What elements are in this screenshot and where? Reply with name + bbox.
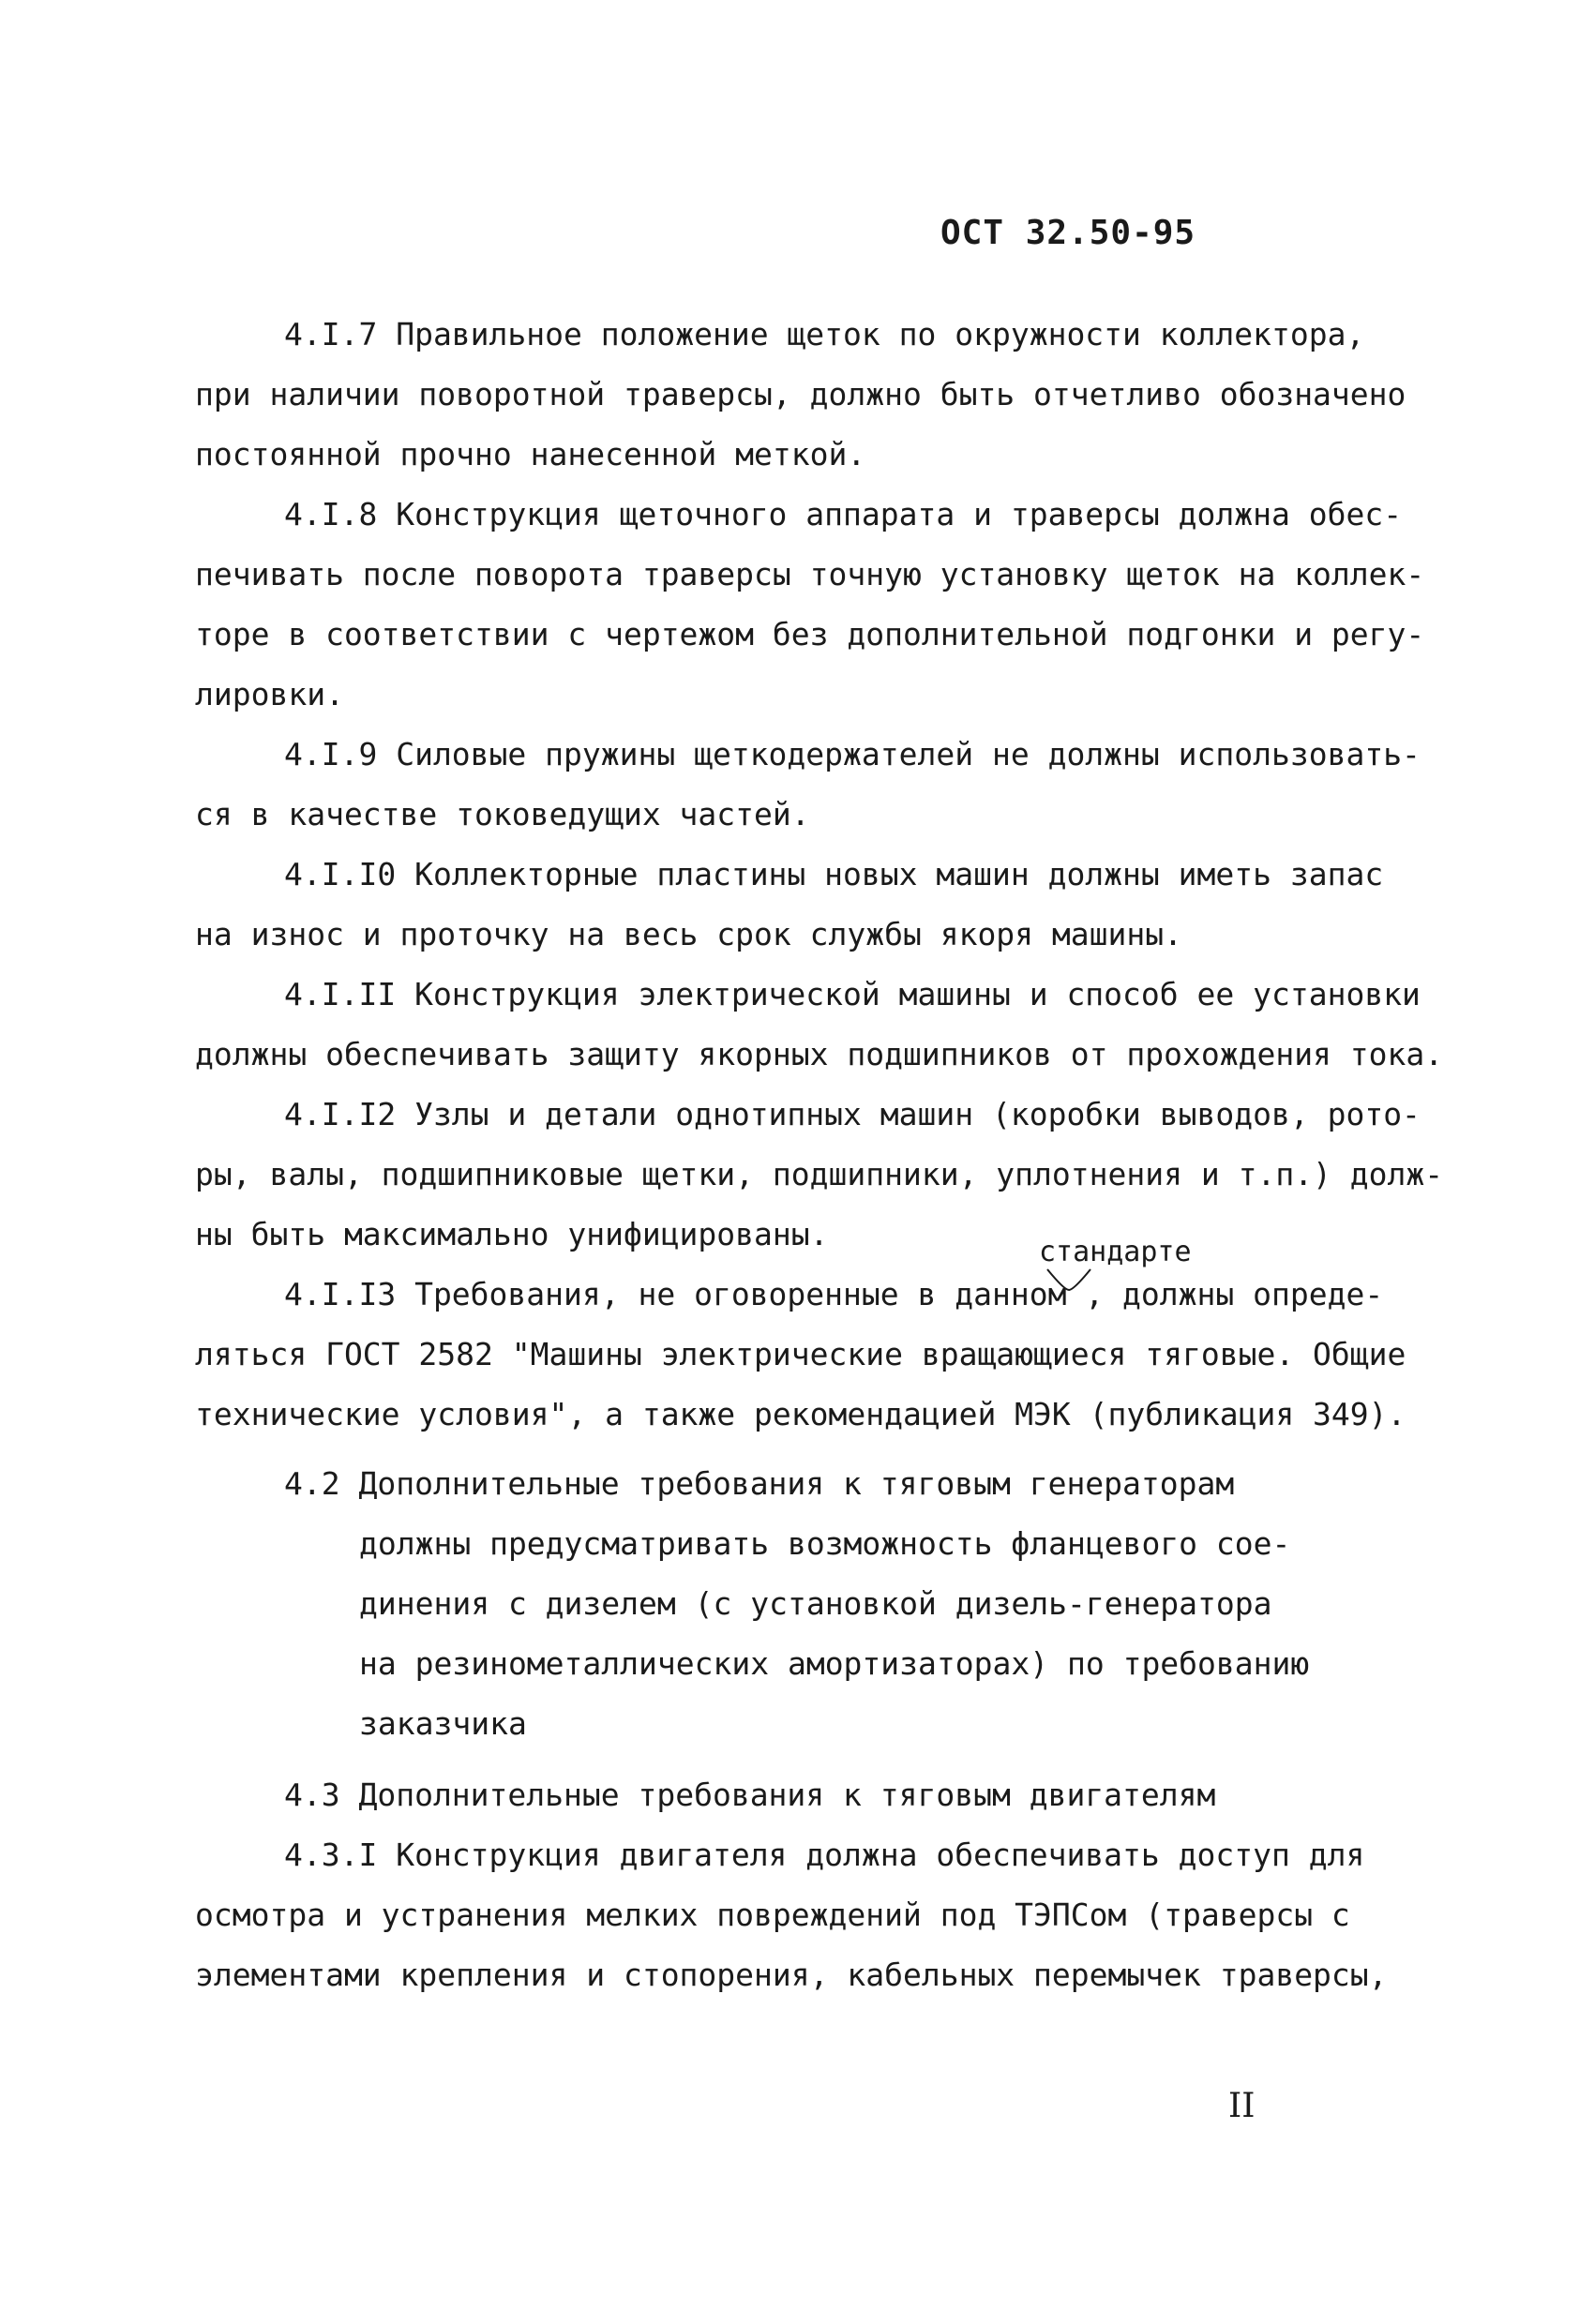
text-line: торе в соответствии с чертежом без дополнительной подгонки и регу- [195, 616, 1425, 652]
text-line: ры, валы, подшипниковые щетки, подшипники, уплотнения и т.п.) долж- [195, 1156, 1444, 1192]
text-line: при наличии поворотной траверсы, должно быть отчетливо обозначено [195, 376, 1406, 412]
text-line: печивать после поворота траверсы точную установку щеток на коллек- [195, 556, 1425, 592]
text-line: 4.I.I2 Узлы и детали однотипных машин (коробки выводов, рото- [284, 1096, 1421, 1132]
text-line: на износ и проточку на весь срок службы якоря машины. [195, 916, 1182, 952]
text-line: 4.I.8 Конструкция щеточного аппарата и траверсы должна обес- [284, 496, 1403, 532]
document-code: ОСТ 32.50-95 [940, 214, 1196, 252]
text-line: 4.I.7 Правильное положение щеток по окружности коллектора, [284, 316, 1365, 352]
text-line: должны обеспечивать защиту якорных подшипников от прохождения тока. [195, 1036, 1444, 1072]
text-line: лировки. [195, 676, 344, 712]
text-line: 4.I.I0 Коллекторные пластины новых машин должны иметь запас [284, 856, 1384, 892]
text-line: 4.3.I Конструкция двигателя должна обеспечивать доступ для [284, 1837, 1365, 1873]
text-line: технические условия", а также рекомендацией МЭК (публикация 349). [195, 1396, 1406, 1432]
text-line: ны быть максимально унифицированы. [195, 1216, 829, 1252]
text-line: ся в качестве токоведущих частей. [195, 796, 810, 832]
text-line: динения с дизелем (с установкой дизель-генератора [359, 1585, 1272, 1622]
page-number: II [1228, 2087, 1256, 2125]
text-line: ляться ГОСТ 2582 "Машины электрические вращающиеся тяговые. Общие [195, 1336, 1406, 1372]
text-line: элементами крепления и стопорения, кабельных перемычек траверсы, [195, 1957, 1388, 1993]
text-line: 4.I.II Конструкция электрической машины и способ ее установки [284, 976, 1421, 1012]
text-line: 4.I.I3 Требования, не оговоренные в данном , должны опреде- [284, 1276, 1384, 1312]
text-line: 4.3 Дополнительные требования к тяговым двигателям [284, 1777, 1216, 1813]
text-line: заказчика [359, 1705, 527, 1742]
handwritten-insert: стандарте [1039, 1236, 1192, 1268]
text-line: 4.I.9 Силовые пружины щеткодержателей не должны использовать- [284, 736, 1421, 772]
text-line: на резинометаллических амортизаторах) по требованию [359, 1645, 1310, 1682]
text-line: должны предусматривать возможность фланцевого сое- [359, 1525, 1291, 1562]
text-line: постоянной прочно нанесенной меткой. [195, 436, 866, 472]
text-line: осмотра и устранения мелких повреждений под ТЭПСом (траверсы с [195, 1897, 1350, 1933]
text-line: 4.2 Дополнительные требования к тяговым генераторам [284, 1465, 1235, 1502]
